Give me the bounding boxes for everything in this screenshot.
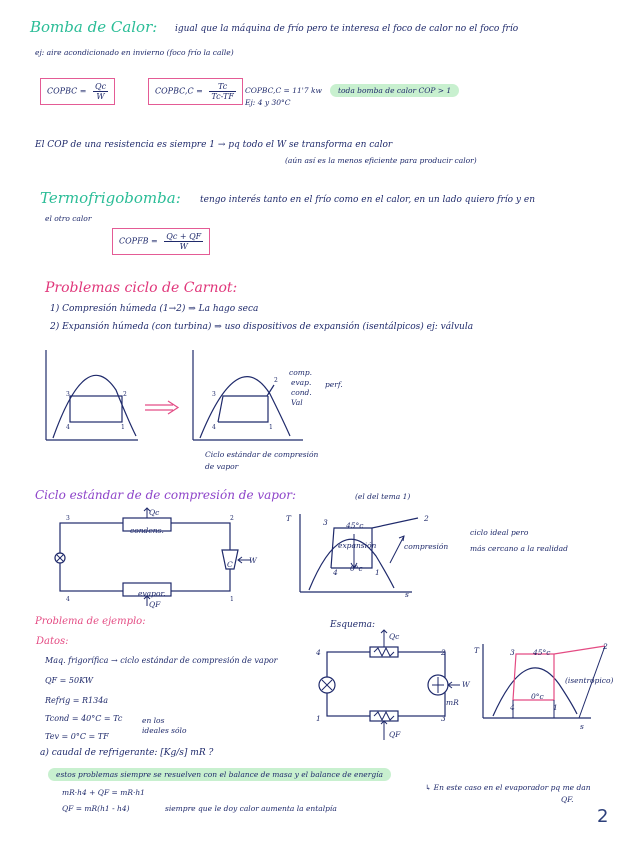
highlight-cop-gt-1: toda bomba de calor COP > 1: [330, 84, 459, 97]
ts2-label-45c: 45°c: [533, 648, 551, 657]
formula-cop-example: Ej: 4 y 30°C: [245, 98, 291, 107]
dato-4: Tcond = 40°C = Tc: [45, 714, 123, 723]
bomba-calor-desc: igual que la máquina de frío pero te interesa el foco de calor no el foco frío: [175, 24, 519, 34]
diagram2-cycle-bottom: [218, 396, 268, 422]
carnot-comparison-diagrams: [38, 350, 323, 455]
ts1-point-4: 4: [333, 568, 338, 577]
diagram2-point-1: 1: [269, 424, 273, 431]
svg-text:2: 2: [230, 515, 234, 522]
svg-text:1: 1: [230, 596, 234, 603]
right-note-2: QF.: [561, 795, 574, 804]
svg-text:3: 3: [66, 515, 70, 522]
title-termofrigobomba: Termofrigobomba:: [40, 189, 181, 207]
formula-cop-bcc-num: Tc: [209, 82, 236, 92]
carnot-right-label-evap: evap.: [291, 378, 312, 387]
ts1-axis-t: T: [286, 514, 292, 523]
ts1-label-0c: 0°c: [350, 564, 363, 573]
dato-5: Tev = 0°C = TF: [45, 732, 109, 741]
page-number: 2: [597, 806, 609, 827]
sch-w-label: W: [462, 680, 470, 689]
ts2-axis-t: T: [474, 646, 480, 655]
dato-1: Maq. frigorífica → ciclo estándar de compresión de vapor: [45, 656, 278, 665]
formula-cop-bc-c: [148, 78, 243, 105]
diagram2-point-2: 2: [274, 377, 278, 384]
equation-note: siempre que le doy calor aumenta la entalpía: [165, 804, 337, 813]
carnot-problem-1: 1) Compresión húmeda (1→2) ⇒ La hago seca: [50, 304, 259, 314]
termofrigobomba-desc1: tengo interés tanto en el frío como en el calor, en un lado quiero frío y en: [200, 195, 536, 205]
ts2-axis-s: s: [580, 722, 584, 731]
formula-cop-value: COPBC,C = 11'7 kw: [245, 86, 322, 95]
svg-text:4: 4: [66, 596, 70, 603]
esquema-label: Esquema:: [330, 620, 376, 630]
diagram2-cycle-top: [218, 385, 274, 422]
example-schematic: [320, 630, 470, 742]
formula-cop-fb-num: Qc + QF: [166, 232, 202, 241]
qc-label: Qc: [149, 508, 160, 517]
question-a: a) caudal de refrigerante: [Kg/s] mR ?: [40, 748, 214, 758]
work-label: W: [249, 556, 257, 565]
evaporator-label: evapor.: [138, 589, 166, 598]
title-problema-ejemplo: Problema de ejemplo:: [35, 616, 146, 627]
ts-diagram-standard-cycle: [292, 514, 442, 602]
sch-qf-label: QF: [389, 730, 401, 739]
ciclo-ideal-note1: ciclo ideal pero: [470, 528, 529, 537]
formula-cop-fb-den: W: [179, 242, 188, 251]
ts2-point-4: 4: [510, 703, 515, 712]
dato-3: Refrig = R134a: [45, 696, 109, 705]
title-problemas-carnot: Problemas ciclo de Carnot:: [45, 280, 238, 296]
sch-mr-label: mR: [446, 698, 459, 707]
resistencia-line2: (aún así es la menos eficiente para producir calor): [285, 156, 477, 165]
ts1-axis-s: s: [405, 590, 409, 599]
title-ciclo-estandar: Ciclo estándar de de compresión de vapor:: [35, 488, 296, 502]
ts1-label-compresion: compresión: [404, 542, 449, 551]
formula-cop-bc-lhs: COPBC =: [47, 86, 87, 96]
carnot-right-label-val: Val: [291, 398, 303, 407]
diagram2-point-4: 4: [212, 424, 216, 431]
ts1-point-2: 2: [424, 514, 429, 523]
formula-cop-fb-lhs: COPFB =: [119, 236, 158, 246]
diagram2-point-3: 3: [212, 391, 216, 398]
ts2-label-0c: 0°c: [531, 692, 544, 701]
formula-cop-bcc-lhs: COPBC,C =: [155, 86, 203, 96]
brace-note-1: en los: [142, 716, 165, 725]
comparison-arrow-head: [168, 401, 178, 414]
compressor-label: C: [227, 560, 233, 569]
sch-point-4: 1: [316, 714, 321, 723]
formula-cop-bc-num: Qc: [95, 82, 107, 91]
sch-qc-label: Qc: [389, 632, 400, 641]
ts2-point-2: 2: [603, 642, 608, 651]
carnot-right-label-cond: cond.: [291, 388, 312, 397]
termofrigobomba-desc2: el otro calor: [45, 214, 92, 223]
ts2-label-isentropico: (isentrópico): [565, 676, 614, 685]
ts1-point-1: 1: [375, 568, 380, 577]
right-note-1: ↳ En este caso en el evaporador pq me dan: [425, 783, 591, 792]
equation-2: QF = mR(h1 - h4): [62, 804, 130, 813]
diagram1-point-2: 2: [123, 391, 127, 398]
ts1-point-3: 3: [323, 518, 328, 527]
brace-note-2: ideales sólo: [142, 726, 187, 735]
ts2-point-1: 1: [553, 703, 558, 712]
carnot-problem-2: 2) Expansión húmeda (con turbina) ⇒ uso dispositivos de expansión (isentálpicos) ej: válvula: [50, 322, 474, 332]
sch-point-1: 3: [441, 714, 446, 723]
ts1-label-expansion: expansión: [338, 541, 377, 550]
datos-label: Datos:: [36, 636, 69, 647]
problem-method-highlight: estos problemas siempre se resuelven con el balance de masa y el balance de energía: [48, 768, 391, 781]
diagram1-point-3: 3: [66, 391, 70, 398]
resistencia-line1: El COP de una resistencia es siempre 1 → pq todo el W se transforma en calor: [35, 140, 393, 150]
ciclo-ideal-note2: más cercano a la realidad: [470, 544, 568, 553]
diagram1-cycle: [70, 396, 122, 422]
ciclo-estandar-subtitle: (el del tema 1): [355, 492, 411, 501]
formula-cop-bc: [40, 78, 115, 105]
carnot-right-brace-label: perf.: [325, 380, 343, 389]
dato-2: QF = 50KW: [45, 676, 93, 685]
qf-label: QF: [149, 600, 161, 609]
title-bomba-calor: Bomba de Calor:: [30, 18, 158, 36]
formula-cop-bcc-den: Tc-TF: [211, 92, 234, 101]
diagram1-point-1: 1: [121, 424, 125, 431]
sch-point-2: 2: [441, 648, 446, 657]
equation-1: mR·h4 + QF = mR·h1: [62, 788, 145, 797]
ts1-label-45c: 45°c: [346, 521, 364, 530]
carnot-caption-2: de vapor: [205, 462, 239, 471]
ts2-point-3: 3: [510, 648, 515, 657]
diagram1-point-4: 4: [66, 424, 70, 431]
sch-point-3: 4: [316, 648, 321, 657]
carnot-right-label-comp: comp.: [289, 368, 313, 377]
formula-cop-fb: [112, 228, 210, 255]
carnot-caption-1: Ciclo estándar de compresión: [205, 450, 319, 459]
condenser-label: condens.: [130, 526, 164, 535]
formula-cop-bc-den: W: [96, 92, 105, 101]
bomba-calor-example: ej: aire acondicionado en invierno (foco frío la calle): [35, 48, 234, 57]
